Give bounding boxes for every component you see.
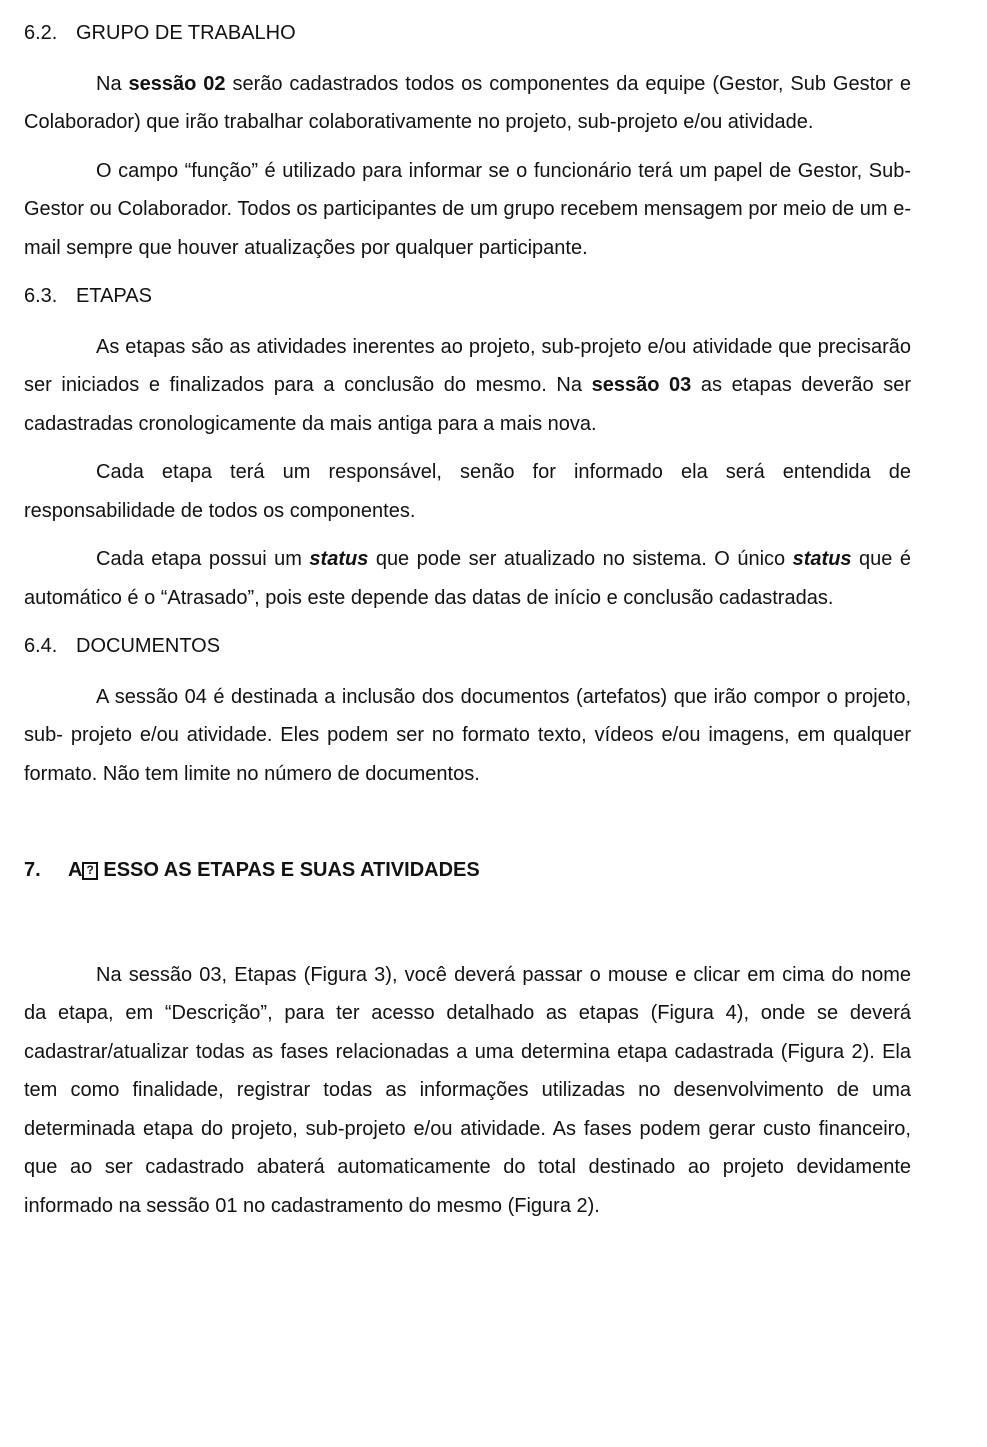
heading-number: 6.2. (24, 22, 58, 44)
document-content (24, 14, 911, 1225)
heading-title (76, 635, 220, 657)
text-run: Na sessão 03, Etapas (Figura 3), você deverá passar o mouse e clicar em cima do nome da etapa, em “Descrição”, para ter acesso detalhado as etapas (Figura 4), onde se deverá cadastrar/atualizar todas as fases relacionadas a uma determina etapa cadastrada (Figura 2). Ela tem como finalidade, registrar todas as informações utilizadas no desenvolvimento de uma determinada etapa do projeto, sub-projeto e/ou atividade. As fases podem gerar custo financeiro, que ao ser cadastrado abaterá automaticamente do total destinado ao projeto devidamente informado na sessão 01 no cadastramento do mesmo (Figura 2). (24, 963, 911, 1217)
text-run: sessão 03 (591, 374, 692, 396)
text-run: A sessão 04 é destinada a inclusão dos documentos (artefatos) que irão compor o projeto, sub- projeto e/ou atividade. Eles podem ser no formato texto, vídeos e/ou imagens, em qualquer formato. Não tem limite no número de documentos. (24, 685, 911, 785)
paragraph (24, 956, 911, 1226)
text-run: Na (96, 72, 129, 95)
text-run: A (68, 859, 83, 881)
text-run: GRUPO DE TRABALHO (76, 22, 296, 44)
paragraph (24, 152, 911, 268)
section-heading (24, 627, 911, 666)
heading-title (76, 285, 152, 307)
paragraph (24, 678, 911, 794)
heading-number: 7. (24, 859, 41, 881)
text-run: status (792, 548, 852, 570)
section-heading (24, 277, 911, 316)
text-run: serão cadastrados todos os componentes da equipe (Gestor, Sub Gestor e Colaborador) que irão trabalhar colaborativamente no projeto, sub-projeto e/ou atividade. (24, 72, 912, 133)
text-run: que pode ser atualizado no sistema. O único (368, 548, 793, 570)
text-run: status (309, 548, 369, 570)
paragraph (24, 453, 911, 530)
text-run: as etapas deverão ser cadastradas cronologicamente da mais antiga para a mais nova. (24, 374, 911, 435)
missing-glyph-box: ? (82, 862, 97, 880)
text-run: O campo “função” é utilizado para informar se o funcionário terá um papel de Gestor, Sub-Gestor ou Colaborador. Todos os participantes de um grupo recebem mensagem por meio de um e-mail sempre que houver atualizações por qualquer participante. (24, 159, 911, 259)
section-heading (24, 851, 911, 890)
paragraph (24, 328, 911, 444)
heading-title (68, 859, 480, 881)
paragraph (24, 65, 911, 142)
heading-title (76, 22, 296, 44)
heading-number: 6.3. (24, 285, 58, 307)
section-heading (24, 14, 911, 53)
text-run: ESSO AS ETAPAS E SUAS ATIVIDADES (97, 859, 480, 881)
text-run: DOCUMENTOS (76, 635, 221, 657)
text-run: que é automático é o “Atrasado”, pois este depende das datas de início e conclusão cadastradas. (24, 548, 911, 609)
paragraph (24, 540, 911, 617)
heading-number: 6.4. (24, 635, 58, 657)
text-run: As etapas são as atividades inerentes ao projeto, sub-projeto e/ou atividade que precisarão ser iniciados e finalizados para a conclusão do mesmo. Na (24, 335, 911, 396)
text-run: ETAPAS (76, 285, 152, 307)
text-run: Cada etapa terá um responsável, senão for informado ela será entendida de responsabilidade de todos os componentes. (24, 461, 911, 522)
text-run: Cada etapa possui um (96, 548, 310, 570)
text-run: sessão 02 (128, 72, 226, 95)
